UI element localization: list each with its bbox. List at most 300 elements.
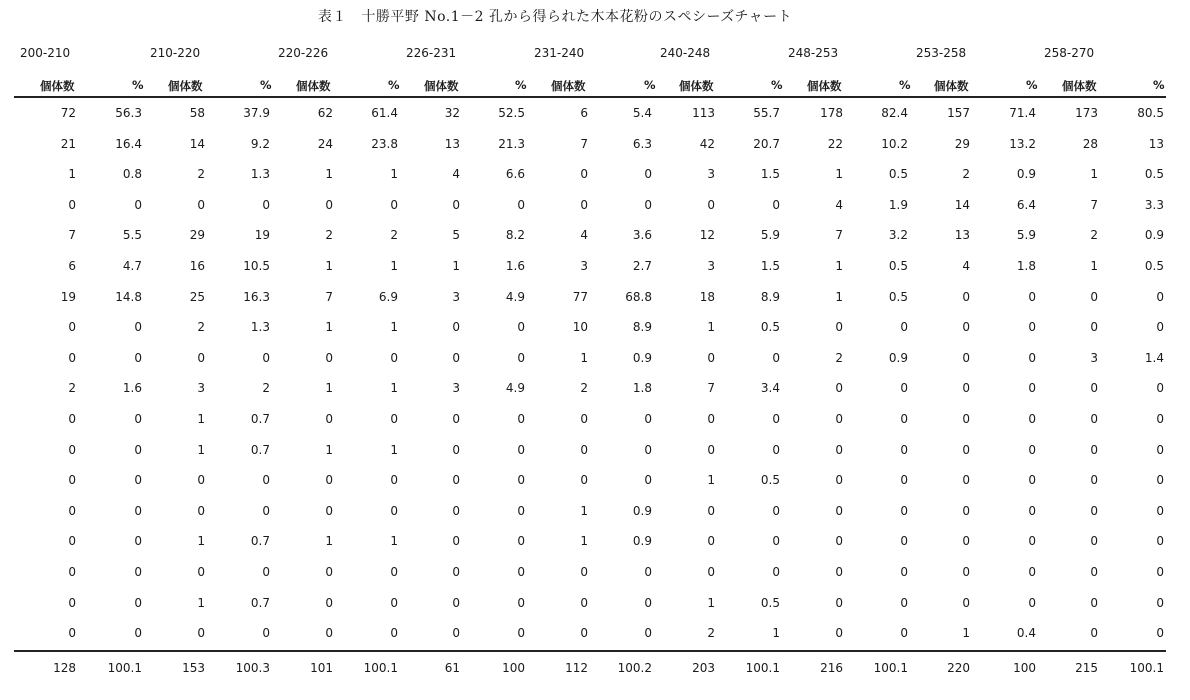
- count-cell: 0: [580, 412, 588, 426]
- percent-cell: 20.7: [753, 136, 780, 151]
- count-cell: 58: [189, 106, 205, 120]
- header-rule: [14, 96, 1166, 98]
- table-row: [0, 228, 1190, 248]
- percent-cell: 8.9: [760, 289, 780, 304]
- percent-cell: 8.2: [505, 228, 525, 243]
- count-cell: 0: [835, 565, 843, 579]
- percent-cell: 0: [390, 503, 398, 518]
- percent-cell: 0: [262, 503, 270, 518]
- count-cell: 10: [572, 320, 588, 335]
- count-column-header: 個体数: [679, 79, 714, 93]
- percent-cell: 0: [517, 320, 525, 335]
- percent-cell: 3.6: [632, 228, 652, 243]
- count-cell: 0: [452, 595, 460, 610]
- depth-range-label: 200-210: [20, 46, 71, 60]
- percent-cell: 52.5: [498, 106, 525, 120]
- total-count-cell: 112: [565, 661, 588, 675]
- depth-range-label: 253-258: [916, 46, 967, 60]
- count-cell: 0: [835, 534, 843, 549]
- count-cell: 24: [317, 136, 333, 151]
- count-column-header: 個体数: [296, 79, 331, 93]
- percent-cell: 0: [517, 197, 525, 212]
- percent-cell: 0: [517, 626, 525, 641]
- count-cell: 0: [1090, 381, 1098, 396]
- count-cell: 1: [452, 259, 460, 273]
- percent-cell: 0: [134, 565, 142, 579]
- count-column-header: 個体数: [1062, 79, 1097, 93]
- percent-cell: 0: [134, 350, 142, 365]
- percent-cell: 0.5: [888, 167, 908, 182]
- count-cell: 6: [68, 259, 76, 273]
- percent-cell: 0.5: [1144, 167, 1164, 182]
- percent-cell: 0: [1028, 565, 1036, 579]
- percent-cell: 1: [390, 259, 398, 273]
- count-column-header: 個体数: [551, 79, 586, 93]
- table-row: [0, 504, 1190, 524]
- count-cell: 0: [580, 197, 588, 212]
- count-cell: 7: [707, 381, 715, 396]
- percent-cell: 2: [390, 228, 398, 243]
- percent-cell: 5.4: [632, 106, 652, 120]
- percent-cell: 68.8: [625, 289, 652, 304]
- table-row: [0, 412, 1190, 432]
- percent-cell: 6.3: [632, 136, 652, 151]
- percent-cell: 23.8: [371, 136, 398, 151]
- count-cell: 0: [325, 350, 333, 365]
- percent-cell: 1: [772, 626, 780, 641]
- count-cell: 42: [699, 136, 715, 151]
- percent-cell: 0: [134, 473, 142, 488]
- count-cell: 0: [452, 565, 460, 579]
- percent-cell: 0: [517, 350, 525, 365]
- count-cell: 12: [699, 228, 715, 243]
- percent-cell: 0: [517, 565, 525, 579]
- percent-cell: 0: [390, 197, 398, 212]
- percent-cell: 0: [134, 197, 142, 212]
- percent-cell: 1.5: [760, 167, 780, 182]
- percent-cell: 56.3: [115, 106, 142, 120]
- percent-cell: 0: [1028, 473, 1036, 488]
- percent-cell: 0: [517, 442, 525, 457]
- table-row: [0, 381, 1190, 401]
- percent-cell: 0: [1156, 595, 1164, 610]
- percent-cell: 0: [134, 503, 142, 518]
- count-cell: 0: [325, 412, 333, 426]
- count-cell: 14: [189, 136, 205, 151]
- count-cell: 1: [835, 289, 843, 304]
- percent-column-header: %: [388, 78, 400, 92]
- table-row: [0, 106, 1190, 126]
- count-cell: 14: [954, 197, 970, 212]
- percent-cell: 13: [1148, 136, 1164, 151]
- count-cell: 0: [68, 626, 76, 641]
- percent-cell: 0: [644, 167, 652, 182]
- percent-cell: 0: [262, 565, 270, 579]
- count-column-header: 個体数: [424, 79, 459, 93]
- count-cell: 0: [452, 442, 460, 457]
- percent-cell: 82.4: [881, 106, 908, 120]
- count-cell: 0: [1090, 473, 1098, 488]
- percent-cell: 9.2: [250, 136, 270, 151]
- count-cell: 18: [699, 289, 715, 304]
- percent-cell: 5.9: [760, 228, 780, 243]
- count-cell: 16: [189, 259, 205, 273]
- count-cell: 1: [1090, 259, 1098, 273]
- count-cell: 25: [189, 289, 205, 304]
- count-cell: 0: [962, 320, 970, 335]
- table-row: [0, 565, 1190, 585]
- count-cell: 0: [68, 595, 76, 610]
- count-cell: 1: [1090, 167, 1098, 182]
- table-row: [0, 320, 1190, 340]
- count-cell: 0: [962, 412, 970, 426]
- percent-cell: 5.9: [1016, 228, 1036, 243]
- table-row: [0, 198, 1190, 218]
- percent-column-header: %: [132, 78, 144, 92]
- count-cell: 1: [580, 503, 588, 518]
- count-cell: 0: [962, 565, 970, 579]
- depth-range-label: 210-220: [150, 46, 201, 60]
- percent-cell: 14.8: [115, 289, 142, 304]
- count-cell: 0: [1090, 412, 1098, 426]
- count-cell: 0: [707, 412, 715, 426]
- total-count-cell: 220: [947, 661, 970, 675]
- percent-cell: 8.9: [632, 320, 652, 335]
- percent-cell: 0: [1156, 534, 1164, 549]
- count-cell: 19: [60, 289, 76, 304]
- count-cell: 0: [835, 595, 843, 610]
- percent-cell: 0: [1028, 534, 1036, 549]
- percent-cell: 0: [517, 503, 525, 518]
- percent-cell: 0: [1028, 289, 1036, 304]
- count-cell: 2: [325, 228, 333, 243]
- count-cell: 2: [962, 167, 970, 182]
- count-cell: 7: [580, 136, 588, 151]
- percent-cell: 1: [390, 320, 398, 335]
- count-cell: 1: [197, 412, 205, 426]
- table-row: [0, 167, 1190, 187]
- count-cell: 0: [68, 197, 76, 212]
- count-cell: 0: [835, 626, 843, 641]
- percent-cell: 1.4: [1144, 350, 1164, 365]
- count-cell: 0: [580, 595, 588, 610]
- count-cell: 113: [692, 106, 715, 120]
- percent-cell: 0: [772, 350, 780, 365]
- total-count-cell: 61: [444, 661, 460, 675]
- count-cell: 2: [197, 167, 205, 182]
- table-row: [0, 443, 1190, 463]
- percent-cell: 55.7: [753, 106, 780, 120]
- table-row: [0, 473, 1190, 493]
- percent-cell: 0: [517, 534, 525, 549]
- count-cell: 0: [1090, 320, 1098, 335]
- percent-cell: 5.5: [122, 228, 142, 243]
- count-cell: 0: [835, 320, 843, 335]
- count-cell: 157: [947, 106, 970, 120]
- percent-cell: 3.2: [888, 228, 908, 243]
- percent-cell: 1.8: [632, 381, 652, 396]
- percent-cell: 0: [134, 534, 142, 549]
- count-column-header: 個体数: [807, 79, 842, 93]
- percent-cell: 0: [134, 442, 142, 457]
- count-column-header: 個体数: [40, 79, 75, 93]
- depth-range-label: 258-270: [1044, 46, 1095, 60]
- percent-cell: 0: [390, 595, 398, 610]
- count-cell: 0: [1090, 534, 1098, 549]
- percent-cell: 6.4: [1016, 197, 1036, 212]
- percent-cell: 0: [134, 626, 142, 641]
- percent-cell: 6.9: [378, 289, 398, 304]
- percent-cell: 0: [900, 534, 908, 549]
- count-cell: 2: [1090, 228, 1098, 243]
- count-cell: 1: [707, 320, 715, 335]
- percent-cell: 16.4: [115, 136, 142, 151]
- percent-cell: 0: [1156, 565, 1164, 579]
- percent-cell: 1.8: [1016, 259, 1036, 273]
- percent-cell: 1.3: [250, 320, 270, 335]
- percent-cell: 0.4: [1016, 626, 1036, 641]
- count-cell: 0: [197, 197, 205, 212]
- count-cell: 0: [962, 534, 970, 549]
- percent-cell: 37.9: [243, 106, 270, 120]
- count-cell: 2: [68, 381, 76, 396]
- count-cell: 0: [962, 442, 970, 457]
- percent-cell: 0.7: [250, 442, 270, 457]
- percent-cell: 0: [772, 503, 780, 518]
- count-cell: 4: [835, 197, 843, 212]
- count-cell: 0: [1090, 565, 1098, 579]
- percent-cell: 0: [134, 320, 142, 335]
- percent-column-header: %: [1026, 78, 1038, 92]
- count-cell: 0: [68, 320, 76, 335]
- count-cell: 29: [954, 136, 970, 151]
- table-title: 表１ 十勝平野 No.1－2 孔から得られた木本花粉のスペシーズチャート: [317, 9, 793, 25]
- count-cell: 1: [197, 534, 205, 549]
- count-cell: 4: [580, 228, 588, 243]
- count-cell: 0: [68, 534, 76, 549]
- percent-cell: 0: [1028, 412, 1036, 426]
- percent-cell: 0: [517, 595, 525, 610]
- percent-cell: 0: [1156, 626, 1164, 641]
- count-cell: 0: [197, 350, 205, 365]
- percent-column-header: %: [1153, 78, 1165, 92]
- percent-cell: 0.9: [632, 503, 652, 518]
- count-cell: 7: [835, 228, 843, 243]
- totals-row: [0, 661, 1190, 681]
- count-cell: 7: [68, 228, 76, 243]
- count-cell: 0: [68, 442, 76, 457]
- count-cell: 0: [707, 442, 715, 457]
- percent-cell: 0: [134, 412, 142, 426]
- count-cell: 0: [68, 473, 76, 488]
- percent-cell: 0: [517, 473, 525, 488]
- count-cell: 77: [572, 289, 588, 304]
- percent-cell: 0: [1028, 595, 1036, 610]
- count-cell: 1: [325, 259, 333, 273]
- count-cell: 0: [962, 473, 970, 488]
- count-cell: 1: [835, 167, 843, 182]
- percent-cell: 0: [900, 442, 908, 457]
- count-cell: 0: [452, 626, 460, 641]
- count-cell: 0: [68, 503, 76, 518]
- total-percent-cell: 100.1: [107, 661, 142, 675]
- count-cell: 3: [452, 381, 460, 396]
- percent-cell: 0: [644, 565, 652, 579]
- count-cell: 1: [325, 167, 333, 182]
- count-cell: 0: [962, 381, 970, 396]
- percent-cell: 0: [1156, 289, 1164, 304]
- count-cell: 7: [1090, 197, 1098, 212]
- count-cell: 3: [452, 289, 460, 304]
- percent-cell: 1.6: [505, 259, 525, 273]
- percent-cell: 0: [1156, 381, 1164, 396]
- count-cell: 0: [580, 473, 588, 488]
- percent-cell: 0.5: [888, 289, 908, 304]
- percent-column-header: %: [515, 78, 527, 92]
- percent-cell: 0.5: [760, 595, 780, 610]
- count-cell: 2: [835, 350, 843, 365]
- total-percent-cell: 100.1: [745, 661, 780, 675]
- total-count-cell: 216: [820, 661, 843, 675]
- count-cell: 0: [197, 503, 205, 518]
- percent-cell: 71.4: [1009, 106, 1036, 120]
- table-row: [0, 351, 1190, 371]
- count-cell: 0: [835, 412, 843, 426]
- count-cell: 1: [707, 473, 715, 488]
- percent-cell: 0: [644, 442, 652, 457]
- total-percent-cell: 100.3: [235, 661, 270, 675]
- count-cell: 29: [189, 228, 205, 243]
- count-cell: 3: [580, 259, 588, 273]
- percent-cell: 0: [390, 626, 398, 641]
- count-cell: 3: [1090, 350, 1098, 365]
- percent-cell: 0: [134, 595, 142, 610]
- percent-cell: 0.7: [250, 534, 270, 549]
- percent-cell: 0: [390, 473, 398, 488]
- count-cell: 0: [580, 626, 588, 641]
- percent-column-header: %: [260, 78, 272, 92]
- count-cell: 0: [452, 320, 460, 335]
- count-cell: 0: [68, 565, 76, 579]
- table-row: [0, 259, 1190, 279]
- count-cell: 0: [197, 473, 205, 488]
- table-row: [0, 137, 1190, 157]
- count-cell: 2: [580, 381, 588, 396]
- percent-cell: 0: [390, 565, 398, 579]
- percent-cell: 0: [1028, 381, 1036, 396]
- count-cell: 1: [325, 381, 333, 396]
- total-count-cell: 203: [692, 661, 715, 675]
- percent-cell: 0: [644, 197, 652, 212]
- percent-cell: 2.7: [632, 259, 652, 273]
- percent-cell: 0: [772, 534, 780, 549]
- percent-cell: 1: [390, 442, 398, 457]
- count-cell: 0: [452, 503, 460, 518]
- count-cell: 0: [325, 626, 333, 641]
- count-cell: 72: [60, 106, 76, 120]
- depth-range-label: 248-253: [788, 46, 839, 60]
- percent-cell: 0: [900, 320, 908, 335]
- percent-cell: 0: [900, 565, 908, 579]
- percent-cell: 19: [254, 228, 270, 243]
- percent-cell: 1.3: [250, 167, 270, 182]
- percent-cell: 1: [390, 381, 398, 396]
- count-cell: 0: [325, 503, 333, 518]
- count-cell: 0: [962, 350, 970, 365]
- count-cell: 0: [452, 473, 460, 488]
- count-cell: 1: [580, 350, 588, 365]
- percent-column-header: %: [644, 78, 656, 92]
- count-cell: 13: [444, 136, 460, 151]
- count-cell: 0: [707, 534, 715, 549]
- count-cell: 1: [325, 534, 333, 549]
- count-cell: 0: [707, 350, 715, 365]
- percent-cell: 0: [772, 197, 780, 212]
- count-cell: 0: [962, 595, 970, 610]
- count-cell: 0: [452, 197, 460, 212]
- percent-cell: 61.4: [371, 106, 398, 120]
- column-header-row: [0, 78, 1190, 96]
- count-column-header: 個体数: [168, 79, 203, 93]
- table-row: [0, 626, 1190, 646]
- total-count-cell: 101: [310, 661, 333, 675]
- count-cell: 7: [325, 289, 333, 304]
- percent-cell: 0: [772, 442, 780, 457]
- count-cell: 0: [1090, 626, 1098, 641]
- percent-cell: 0.9: [888, 350, 908, 365]
- depth-range-label: 240-248: [660, 46, 711, 60]
- count-cell: 178: [820, 106, 843, 120]
- count-cell: 21: [60, 136, 76, 151]
- percent-cell: 0: [262, 626, 270, 641]
- count-cell: 4: [962, 259, 970, 273]
- percent-cell: 0: [1156, 320, 1164, 335]
- percent-cell: 0: [644, 626, 652, 641]
- percent-cell: 0: [644, 412, 652, 426]
- percent-cell: 0: [900, 503, 908, 518]
- count-column-header: 個体数: [934, 79, 969, 93]
- count-cell: 1: [580, 534, 588, 549]
- percent-cell: 0.9: [1016, 167, 1036, 182]
- total-count-cell: 153: [182, 661, 205, 675]
- percent-cell: 10.5: [243, 259, 270, 273]
- count-cell: 0: [835, 442, 843, 457]
- count-cell: 13: [954, 228, 970, 243]
- percent-cell: 4.9: [505, 289, 525, 304]
- percent-cell: 0: [1028, 503, 1036, 518]
- count-cell: 0: [835, 381, 843, 396]
- percent-cell: 0: [262, 473, 270, 488]
- count-cell: 62: [317, 106, 333, 120]
- percent-cell: 10.2: [881, 136, 908, 151]
- percent-cell: 1.9: [888, 197, 908, 212]
- count-cell: 0: [68, 350, 76, 365]
- percent-cell: 1: [390, 534, 398, 549]
- count-cell: 3: [707, 259, 715, 273]
- total-percent-cell: 100: [502, 661, 525, 675]
- count-cell: 0: [580, 167, 588, 182]
- percent-cell: 0.9: [1144, 228, 1164, 243]
- count-cell: 0: [580, 565, 588, 579]
- percent-cell: 0.5: [760, 473, 780, 488]
- percent-cell: 1.6: [122, 381, 142, 396]
- count-cell: 0: [1090, 289, 1098, 304]
- percent-cell: 0: [900, 595, 908, 610]
- percent-cell: 0.5: [760, 320, 780, 335]
- total-count-cell: 128: [53, 661, 76, 675]
- count-cell: 1: [325, 320, 333, 335]
- total-rule: [14, 650, 1166, 652]
